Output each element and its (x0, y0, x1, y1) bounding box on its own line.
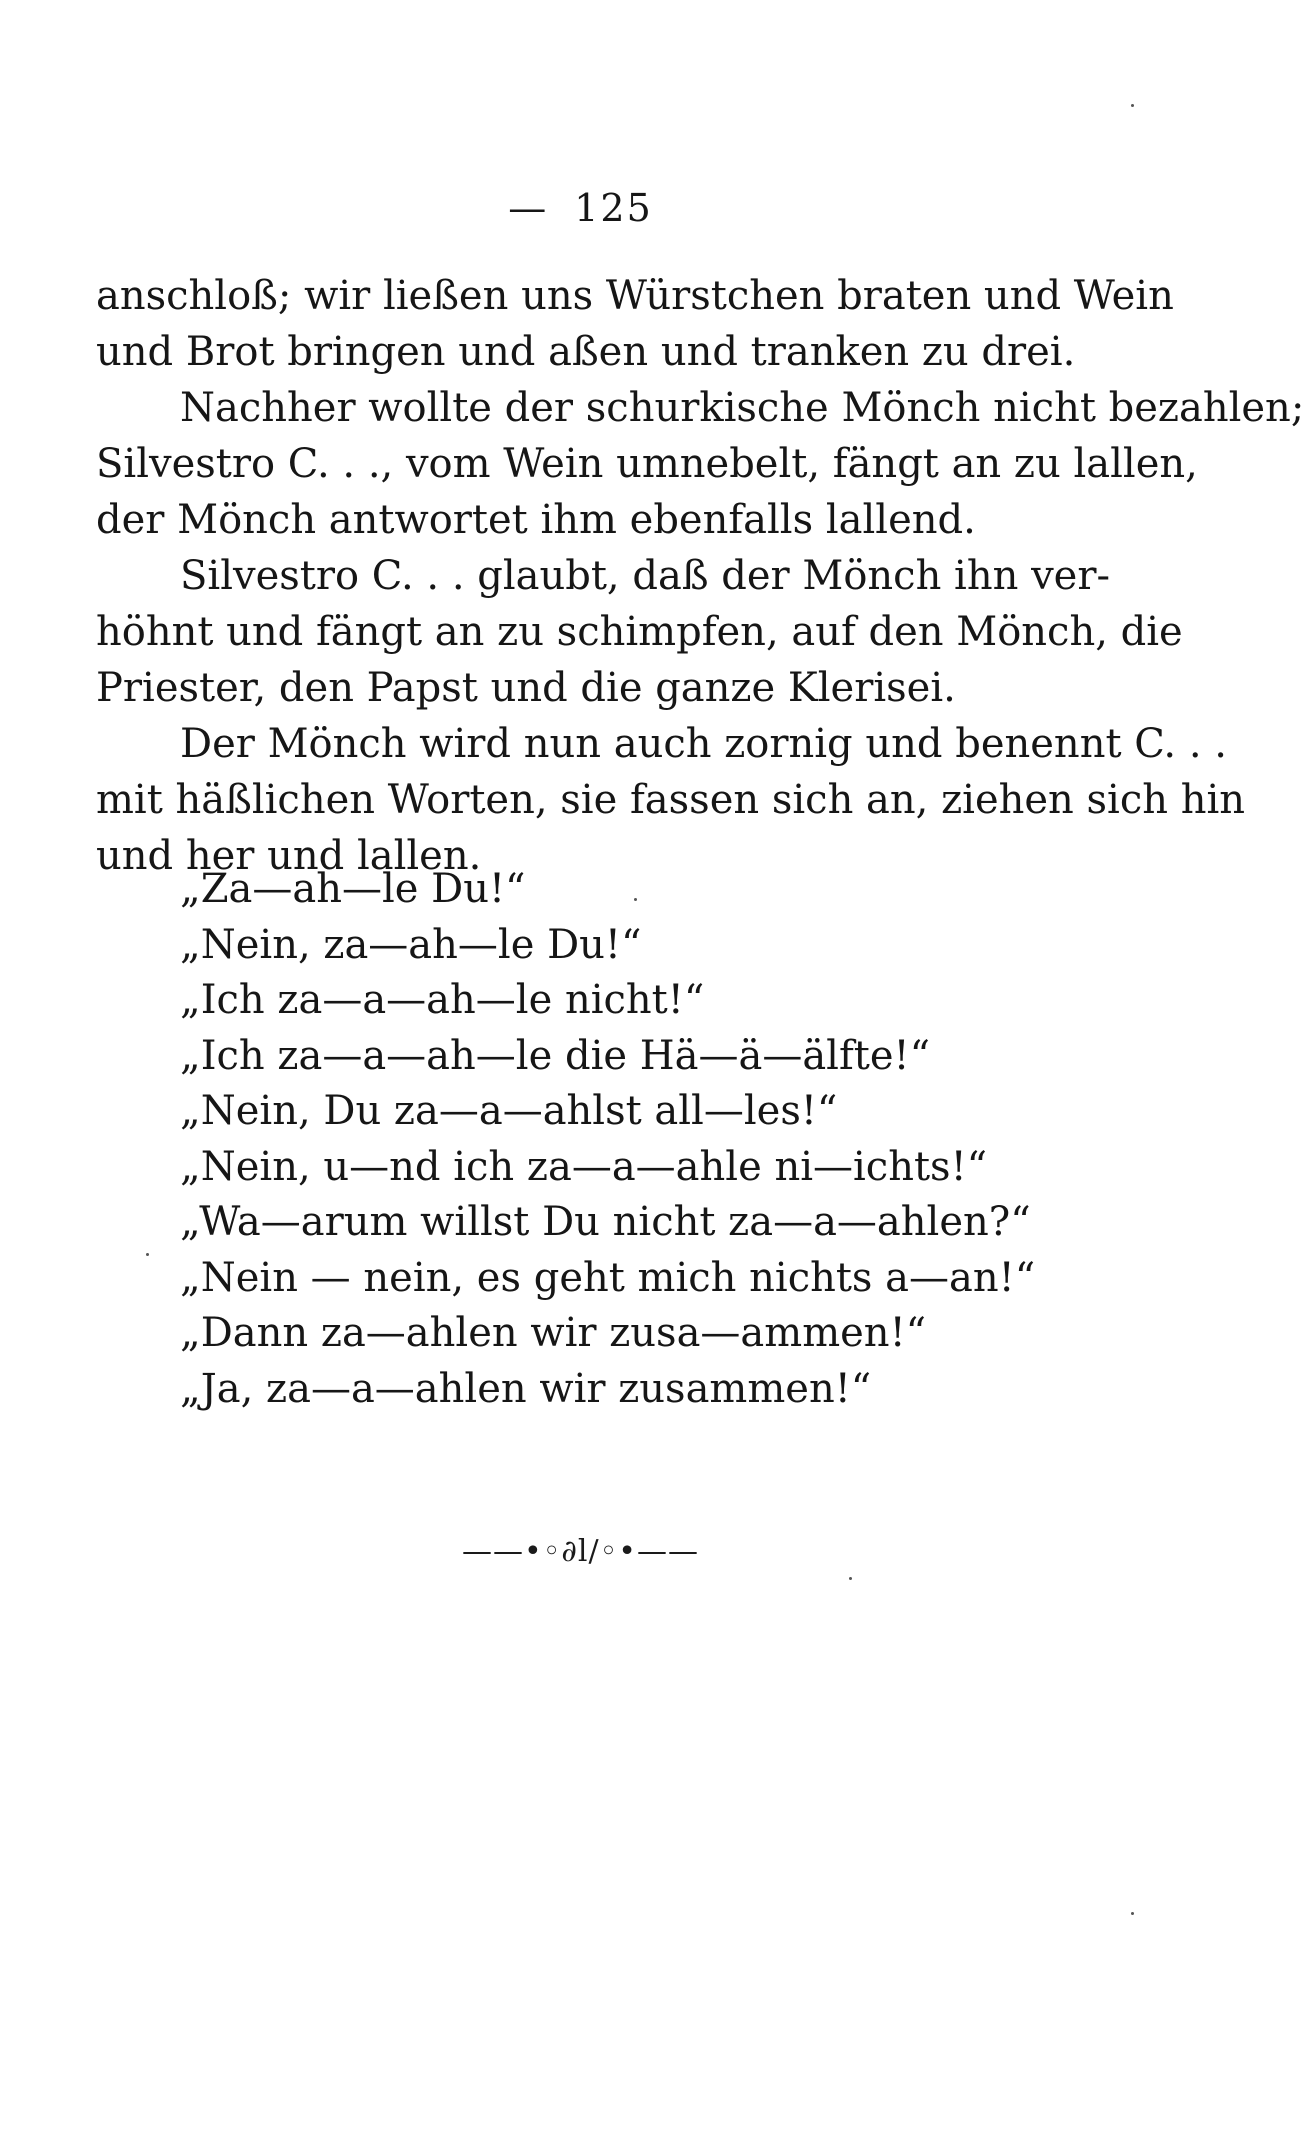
paragraph (96, 716, 1246, 884)
text-line: Nachher wollte der schurkische Mönch nicht bezahlen; (180, 385, 1304, 431)
paper-speck (1131, 104, 1134, 107)
text-line: höhnt und fängt an zu schimpfen, auf den Mönch, die (96, 609, 1183, 655)
dialogue-block (180, 862, 1035, 1417)
running-head (0, 186, 1161, 230)
paper-speck (1131, 1912, 1134, 1915)
dialogue-line: „Ja, za—a—ahlen wir zusammen!“ (180, 1365, 872, 1412)
paper-speck (146, 1253, 149, 1256)
text-line: Silvestro C. . ., vom Wein umnebelt, fängt an zu lallen, (96, 441, 1198, 487)
text-line: der Mönch antwortet ihm ebenfalls lallend. (96, 497, 976, 543)
paragraph (96, 380, 1304, 548)
text-line: Der Mönch wird nun auch zornig und benennt C. . . (180, 721, 1227, 767)
header-dash: — (508, 186, 549, 230)
text-line: anschloß; wir ließen uns Würstchen braten und Wein (96, 273, 1174, 319)
dialogue-line: „Ich za—a—ah—le nicht!“ (180, 977, 705, 1023)
text-line: Priester, den Papst und die ganze Klerisei. (96, 665, 956, 711)
paper-speck (849, 1577, 852, 1580)
dialogue-line: „Nein, Du za—a—ahlst all—les!“ (180, 1088, 838, 1134)
text-line: und Brot bringen und aßen und tranken zu drei. (96, 329, 1076, 375)
paragraph (96, 548, 1183, 716)
dialogue-line: „Wa—arum willst Du nicht za—a—ahlen?“ (180, 1199, 1031, 1245)
dialogue-line: „Nein, za—ah—le Du!“ (180, 921, 642, 968)
dialogue-line: „Za—ah—le Du!“ (180, 866, 526, 912)
end-ornament: ——•◦∂l∕⁠◦•—— (462, 1534, 699, 1569)
paragraph (96, 268, 1174, 380)
dialogue-line: „Nein — nein, es geht mich nichts a—an!“ (180, 1254, 1036, 1301)
dialogue-line: „Dann za—ahlen wir zusa—ammen!“ (180, 1310, 927, 1356)
dialogue-line: „Ich za—a—ah—le die Hä—ä—älfte!“ (180, 1032, 931, 1079)
body-text (96, 268, 1304, 884)
text-line: und her und lallen. (96, 833, 482, 879)
text-line: Silvestro C. . . glaubt, daß der Mönch ihn ver- (180, 553, 1110, 599)
paper-speck (634, 898, 637, 901)
text-line: mit häßlichen Worten, sie fassen sich an, ziehen sich hin (96, 777, 1246, 823)
dialogue-line: „Nein, u—nd ich za—a—ahle ni—ichts!“ (180, 1143, 988, 1190)
page-number: 125 (574, 186, 653, 230)
